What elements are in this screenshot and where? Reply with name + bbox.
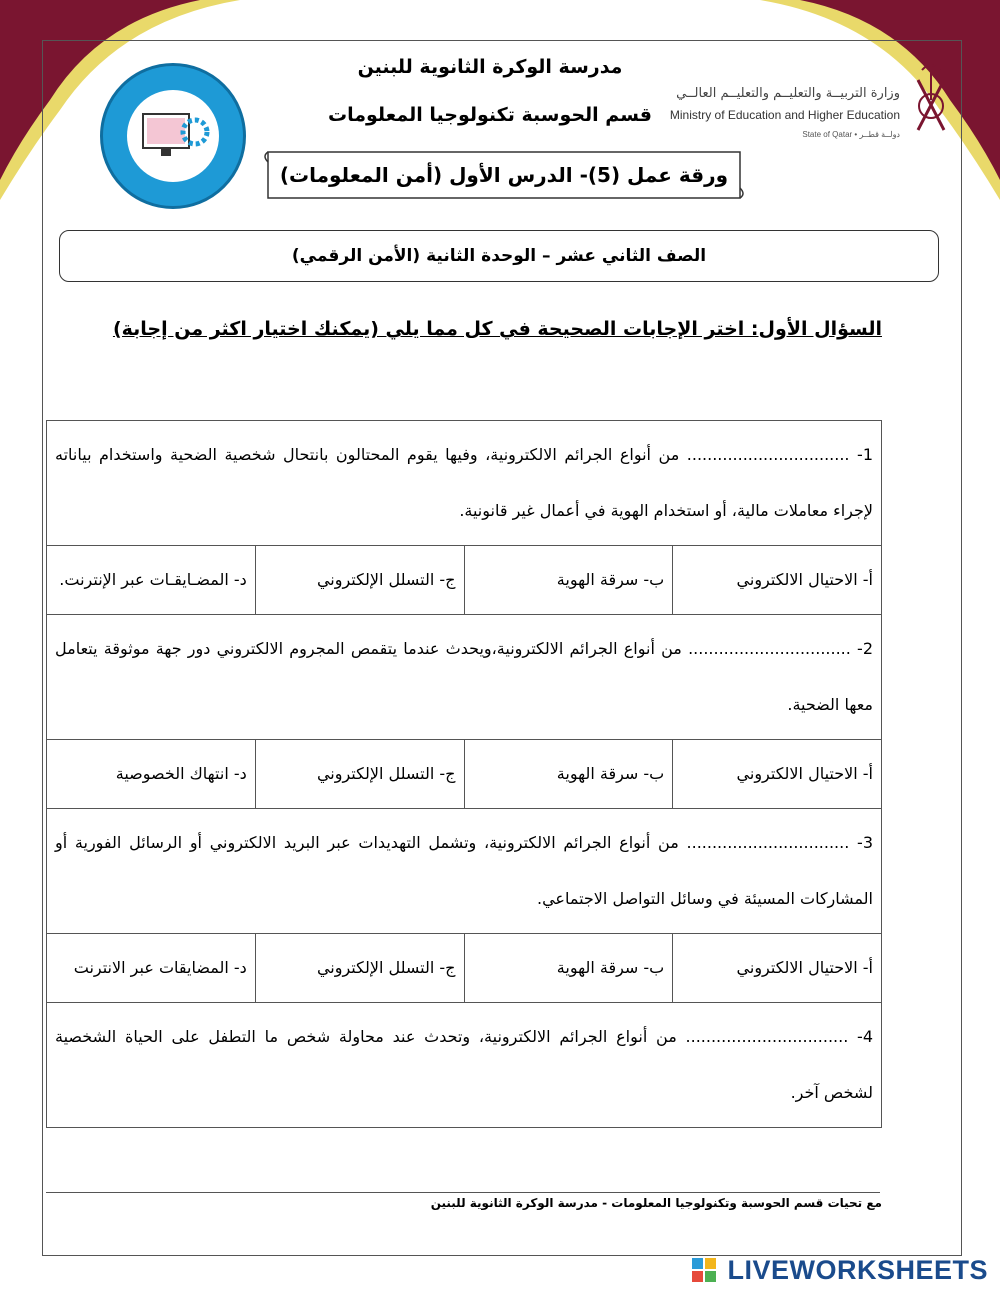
question-row	[47, 615, 882, 740]
question-row	[47, 809, 882, 934]
option-b[interactable]: ب- سرقة الهوية	[464, 740, 673, 809]
ministry-name-english: Ministry of Education and Higher Education	[669, 108, 900, 122]
liveworksheets-logo-icon	[692, 1258, 716, 1282]
option-a[interactable]: أ- الاحتيال الالكتروني	[673, 740, 882, 809]
school-name: مدرسة الوكرة الثانوية للبنين	[357, 56, 623, 78]
option-d[interactable]: د- انتهاك الخصوصية	[47, 740, 256, 809]
state-of-qatar-label: State of Qatar • دولــة قطــر	[802, 130, 900, 139]
questions-table	[46, 420, 882, 1128]
option-c[interactable]: ج- التسلل الإلكتروني	[255, 546, 464, 615]
option-a[interactable]: أ- الاحتيال الالكتروني	[673, 546, 882, 615]
question-instruction: : اختر الإجابات الصحيحة في كل مما يلي (يمكنك اختيار اكثر من إجابة)	[112, 318, 759, 340]
worksheet-title: ورقة عمل (5)- الدرس الأول (أمن المعلومات)	[279, 163, 729, 187]
liveworksheets-brand[interactable]: LIVEWORKSHEETS	[727, 1255, 988, 1285]
school-logo	[100, 63, 246, 209]
question-label: السؤال الأول	[758, 318, 882, 340]
question-row	[47, 1003, 882, 1128]
department-name: قسم الحوسبة تكنولوجيا المعلومات	[328, 104, 652, 126]
option-b[interactable]: ب- سرقة الهوية	[464, 546, 673, 615]
monitor-gear-icon	[103, 66, 243, 206]
option-d[interactable]: د- المضايقات عبر الانترنت	[47, 934, 256, 1003]
question-stem: 2- ................................ من أنواع الجرائم الالكترونية،ويحدث عندما يتقمص المجروم الالكتروني دور جهة موثوقة يتعامل معها الضحية.	[47, 615, 882, 740]
question-stem: 4- ................................ من أنواع الجرائم الالكترونية، وتحدث عند محاولة شخص ما التطفل على الحياة الشخصية لشخص آخر.	[47, 1003, 882, 1128]
question-heading	[113, 318, 882, 340]
question-stem: 1- ................................ من أنواع الجرائم الالكترونية، وفيها يقوم المحتالون بانتحال شخصية الضحية واستخدام بياناته لإجراء معاملات مالية، أو استخدام الهوية في أعمال غير قانونية.	[47, 421, 882, 546]
question-stem: 3- ................................ من أنواع الجرائم الالكترونية، وتشمل التهديدات عبر البريد الالكتروني أو الرسائل الفورية أو المشاركات المسيئة في وسائل التواصل الاجتماعي.	[47, 809, 882, 934]
footer-text: مع تحيات قسم الحوسبة وتكنولوجيا المعلومات - مدرسة الوكرة الثانوية للبنين	[430, 1196, 882, 1210]
option-d[interactable]: د- المضـايقـات عبر الإنترنت.	[47, 546, 256, 615]
option-c[interactable]: ج- التسلل الإلكتروني	[255, 934, 464, 1003]
options-row	[47, 740, 882, 809]
option-b[interactable]: ب- سرقة الهوية	[464, 934, 673, 1003]
ministry-name-arabic: وزارة التربيــة والتعليــم والتعليــم العالــي	[676, 86, 900, 101]
option-c[interactable]: ج- التسلل الإلكتروني	[255, 740, 464, 809]
options-row	[47, 546, 882, 615]
footer-divider	[46, 1192, 880, 1193]
question-row	[47, 421, 882, 546]
options-row	[47, 934, 882, 1003]
option-a[interactable]: أ- الاحتيال الالكتروني	[673, 934, 882, 1003]
qatar-emblem-icon	[910, 60, 952, 140]
grade-unit-box: الصف الثاني عشر – الوحدة الثانية (الأمن الرقمي)	[59, 230, 939, 282]
